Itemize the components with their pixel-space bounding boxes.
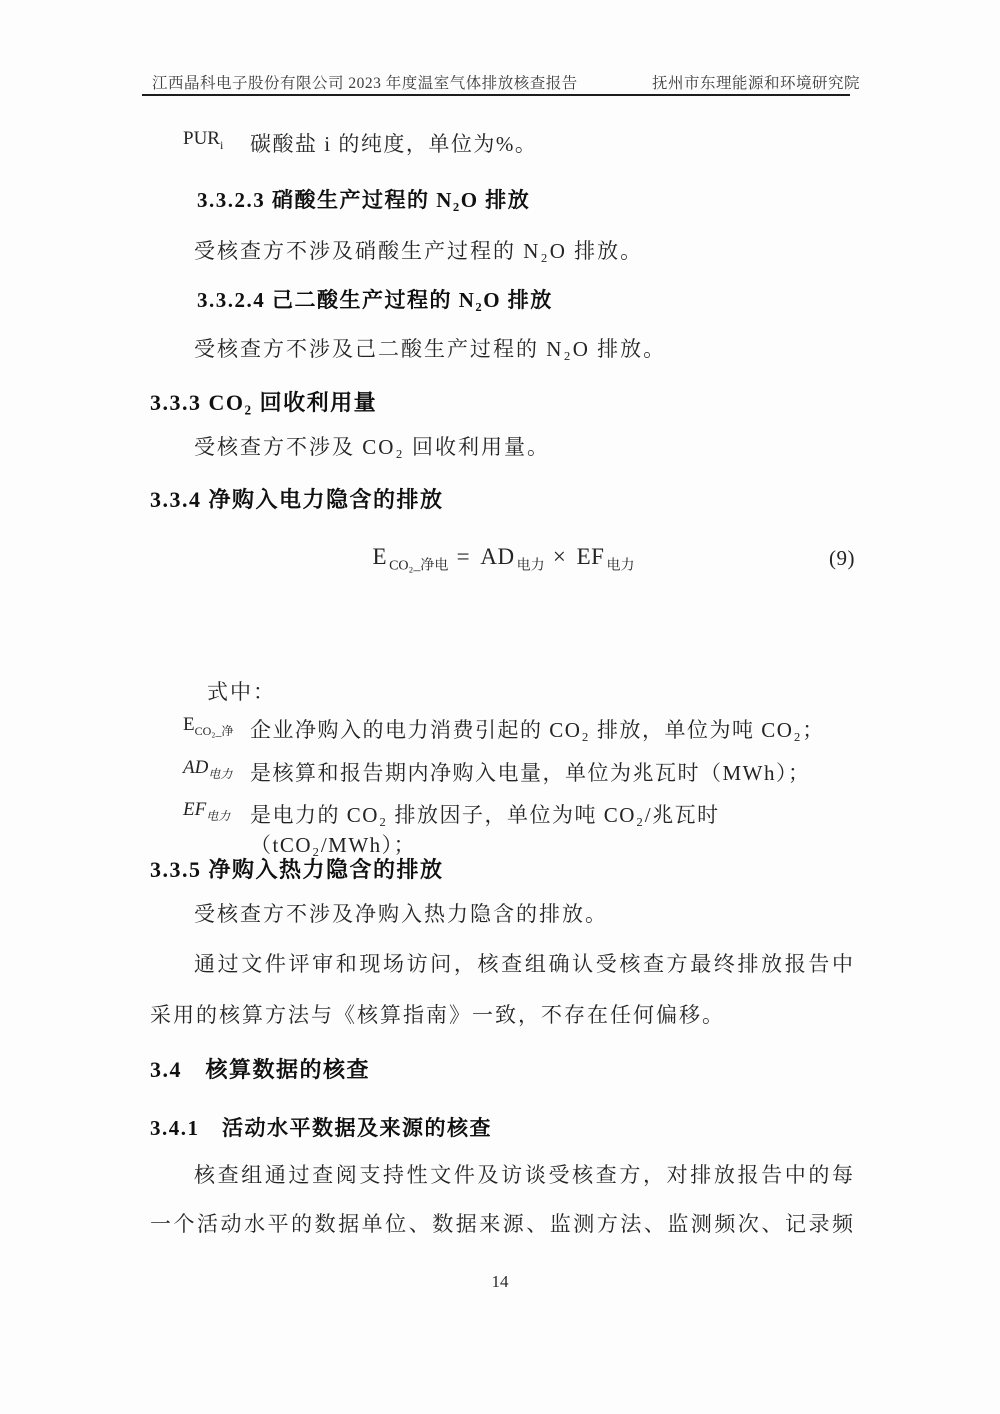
formula-lhs-sub: CO₂_净电	[389, 558, 449, 574]
formula-ef-base: EF	[576, 544, 605, 569]
symbol-ad-sub: 电力	[208, 766, 233, 781]
definition-row-ef	[150, 799, 855, 859]
header-left-title: 江西晶科电子股份有限公司 2023 年度温室气体排放核查报告	[152, 75, 578, 92]
definition-e-description: 企业净购入的电力消费引起的 CO₂ 排放，单位为吨 CO₂；	[250, 718, 825, 742]
symbol-ad	[183, 757, 250, 782]
symbol-ad-base: AD	[183, 757, 209, 778]
heading-3-3-2-4: 3.3.2.4 己二酸生产过程的 N₂O 排放	[197, 288, 553, 312]
formula-number: (9)	[829, 546, 855, 570]
pur-symbol	[183, 128, 250, 153]
definition-ad-description: 是核算和报告期内净购入电量，单位为兆瓦时（MWh）；	[250, 761, 811, 785]
paragraph-3-3-5: 受核查方不涉及净购入热力隐含的排放。	[194, 902, 608, 926]
where-label: 式中：	[207, 680, 276, 704]
symbol-e-co2	[183, 714, 250, 739]
definition-ef-description: 是电力的 CO₂ 排放因子，单位为吨 CO₂/兆瓦时（tCO₂/MWh）；	[250, 803, 720, 857]
heading-3-3-5: 3.3.5 净购入热力隐含的排放	[150, 857, 444, 882]
symbol-e-sub: CO₂_净	[194, 723, 234, 738]
paragraph-3-4-1-line1: 核查组通过查阅支持性文件及访谈受核查方，对排放报告中的每	[194, 1163, 855, 1187]
formula-expression	[371, 544, 635, 575]
heading-3-3-2-3: 3.3.2.3 硝酸生产过程的 N₂O 排放	[197, 188, 531, 212]
pur-symbol-sub: i	[219, 137, 224, 152]
page-number: 14	[491, 1272, 509, 1291]
paragraph-conclusion-line1: 通过文件评审和现场访问，核查组确认受核查方最终排放报告中	[194, 952, 855, 976]
paragraph-3-3-3: 受核查方不涉及 CO₂ 回收利用量。	[194, 435, 550, 459]
formula-equals: =	[456, 544, 471, 569]
symbol-e-base: E	[183, 714, 195, 735]
paragraph-3-3-2-4: 受核查方不涉及己二酸生产过程的 N₂O 排放。	[194, 337, 667, 361]
heading-3-4-1: 3.4.1 活动水平数据及来源的核查	[150, 1116, 492, 1140]
symbol-ef-sub: 电力	[206, 808, 231, 823]
heading-3-3-3: 3.3.3 CO₂ 回收利用量	[150, 390, 378, 415]
formula-times: ×	[552, 544, 567, 569]
formula-lhs-base: E	[372, 544, 388, 569]
paragraph-conclusion-line2: 采用的核算方法与《核算指南》一致，不存在任何偏移。	[150, 1003, 725, 1027]
formula-ad-sub: 电力	[516, 558, 545, 574]
formula-9	[150, 544, 855, 575]
heading-3-3-4: 3.3.4 净购入电力隐含的排放	[150, 487, 444, 512]
symbol-ef	[183, 799, 250, 824]
pur-description: 碳酸盐 i 的纯度，单位为%。	[250, 132, 538, 156]
paragraph-3-4-1-line2: 一个活动水平的数据单位、数据来源、监测方法、监测频次、记录频	[150, 1212, 855, 1236]
definition-row-e	[150, 714, 855, 744]
symbol-ef-base: EF	[183, 799, 207, 820]
header-rule	[142, 94, 850, 96]
paragraph-3-3-2-3: 受核查方不涉及硝酸生产过程的 N₂O 排放。	[194, 239, 644, 263]
heading-3-4: 3.4 核算数据的核查	[150, 1057, 371, 1082]
definition-row-ad	[150, 757, 855, 787]
formula-ef-sub: 电力	[606, 558, 635, 574]
pur-symbol-base: PUR	[183, 128, 220, 149]
pur-definition-row	[150, 128, 855, 158]
header-right-title: 抚州市东理能源和环境研究院	[651, 75, 860, 92]
formula-ad-base: AD	[480, 544, 515, 569]
